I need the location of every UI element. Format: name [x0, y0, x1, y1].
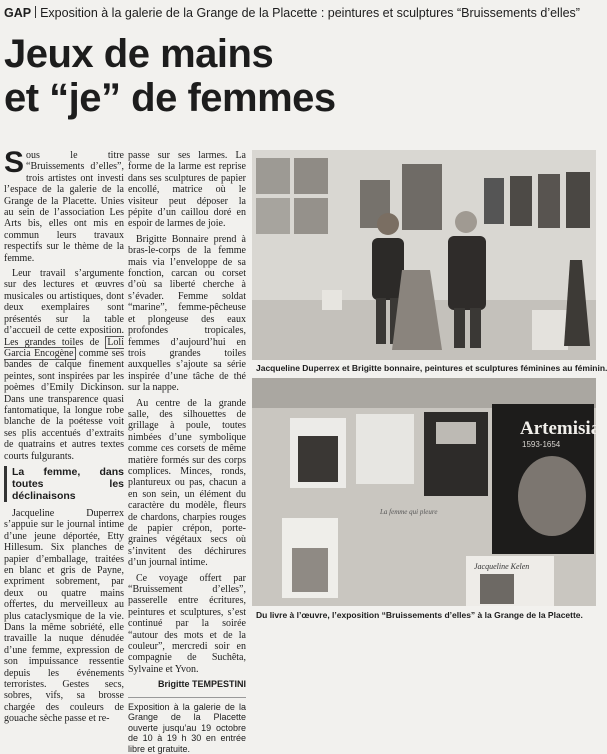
photo-artists: [252, 150, 596, 360]
headline: [4, 32, 596, 120]
section-subhead: La femme, dans toutes les déclinaisons: [4, 466, 124, 502]
book-subtitle-artemisia: 1593-1654: [522, 440, 561, 449]
photo-caption-1: Jacqueline Duperrex et Brigitte bonnaire, peintures et sculptures féminines au féminin.: [256, 363, 607, 373]
byline: Brigitte TEMPESTINI: [157, 679, 246, 690]
article-column-2: [128, 150, 246, 754]
paragraph-2-text-b: comme ses bandes de calque finement peintes, sont inspirées par les poèmes d’Emily Dickinson. Dans une transparence quasi fantomatique, la longue robe blanche de la poétesse voit ses plis accentués d’extraits de quatrains et autres textes courts fulgurants.: [4, 347, 124, 462]
exhibition-info: Exposition à la galerie de la Grange de la Placette ouverte jusqu’au 19 octobre de 10 à 19 h 30 en entrée libre et gratuite.: [128, 697, 246, 754]
book-title-artemisia: Artemisia: [520, 418, 601, 439]
paragraph-4: passe sur ses larmes. La forme de la larme est reprise dans ses sculptures de papier encollé, matrice où le visiteur peut déposer la pépite d’un caillou doré en espoir de larmes de joie.: [128, 150, 246, 230]
artist-name-highlight: Loli Garcia Encogène: [4, 336, 124, 359]
paragraph-5: Brigitte Bonnaire prend à bras-le-corps de la femme mais via l’enveloppe de sa fonction, carcan ou corset d’où sa liberté cherche à s’évader. Femme soldat “marine”, femme-pêcheuse et plongeuse des eaux profondes tropicales, femmes d’aujourd’hui en trois grandes toiles auxquelles s’ajoute sa série inspirée d’une tâche de thé sur la nappe.: [128, 233, 246, 394]
drop-cap: S: [4, 146, 25, 179]
article-column-1: [4, 146, 124, 725]
book-title-kelen: Jacqueline Kelen: [474, 562, 530, 571]
headline-line-1: Jeux de mains: [4, 32, 274, 76]
kicker-divider: [35, 6, 36, 18]
paragraph-intro-text: ous le titre “Bruissements d’elles”, trois artistes ont investi l’espace de la galerie de la Grange de la Placette. Unies au sein de l’association Les Arts bis, elles ont mis en commun leurs travaux respectifs sur le thème de la femme.: [4, 150, 124, 264]
photo-artists-image: [252, 150, 596, 360]
photo-caption-2: Du livre à l’œuvre, l’exposition “Bruissements d’elles” à la Grange de la Placette.: [256, 610, 583, 620]
paragraph-3: Jacqueline Duperrex s’appuie sur le journal intime d’une jeune déportée, Etty Hillesum. Six planches de papier d’emballage, traitées en blanc et gris de Payne, expriment sobrement, par deux ou quatre mains offertes, du merveilleux au plus cataclysmique de la vie. Dans la même sobriété, elle travaille la nuque dénudée d’une femme, expression de son impuissance ressentie depuis les événements terroristes. Gestes secs, sobres, vifs, sa brosse chargée des couleurs de gouache sèche passe et re-: [4, 507, 124, 725]
headline-line-2: et “je” de femmes: [4, 76, 336, 120]
paragraph-6: Au centre de la grande salle, des silhouettes de grillage à poule, toutes nimbées d’une symbolique comme ces corsets de même matière formés sur des corps complices. Minces, ronds, plantureux ou pas, chacun a en son sein, un élément du caractère du modèle, fleurs de chardons, charpies rouges de papier crépon, porte-graines végétaux secs où s’invitent des déchirures d’un journal intime.: [128, 397, 246, 569]
paragraph-2-text-a: Leur travail s’argumente sur des lectures et œuvres musicales ou artistiques, dont deux exemplaires sont présentés sur la table d’accueil de cette exposition. Les grandes toiles de: [4, 268, 124, 348]
paragraph-7: Ce voyage offert par “Bruissement d’elles”, passerelle entre écritures, peintures et sculptures, s’est continué par la soirée “autour des mots et de la couleur”, mercredi soir en compagnie de Suchêta, Sylvaine et Yvon.: [128, 572, 246, 675]
location-label: GAP: [4, 6, 32, 20]
kicker-text: Exposition à la galerie de la Grange de la Placette : peintures et sculptures “Bruissements d’elles”: [40, 6, 580, 20]
article-kicker: [4, 6, 596, 24]
paragraph-intro: [4, 146, 124, 264]
photo-books-image: [252, 378, 596, 606]
paragraph-2: [4, 268, 124, 462]
photo-books: [252, 378, 601, 606]
book-title-pleure: La femme qui pleure: [380, 508, 438, 516]
